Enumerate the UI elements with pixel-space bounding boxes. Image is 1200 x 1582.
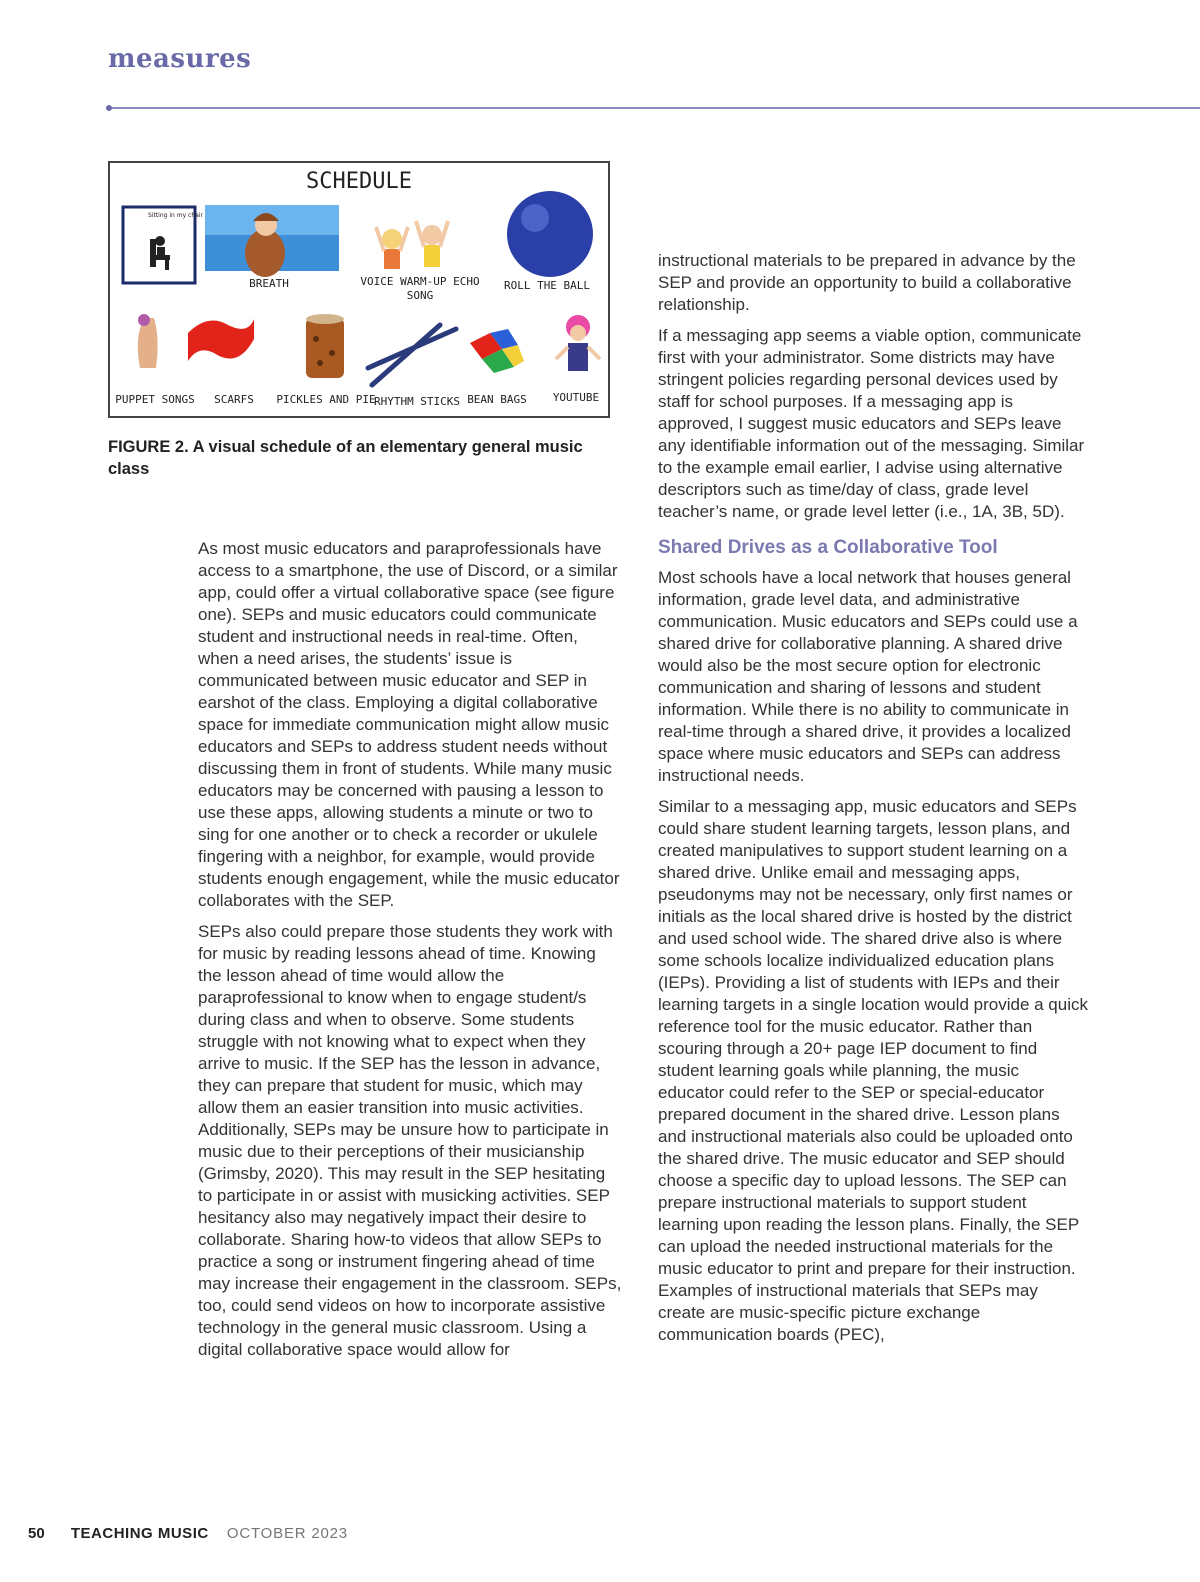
right-paragraph-2: If a messaging app seems a viable option, communicate first with your administrator. Some districts may have stringent policies regarding personal devices used by staff for school purposes. If a messaging app is approved, I suggest music educators and SEPs leave any identifiable information out of the messaging. Similar to the example email earlier, I advise using alternative descriptors such as time/day of class, grade level teacher’s name, or grade level letter (i.e., 1A, 3B, 5D). (658, 326, 1085, 521)
label-voice-warmup: VOICE WARM-UP ECHO SONG (360, 275, 480, 302)
schedule-figure (108, 161, 610, 418)
right-paragraph-4: Similar to a messaging app, music educators and SEPs could share student learning targets, lesson plans, and created manipulatives to support student learning on a shared drive. Unlike email and messaging apps, pseudonyms may not be necessary, only first names or initials as the local shared drive is hosted by the district and used school wide. The shared drive also is where some schools localize individualized education plans (IEPs). Providing a list of students with IEPs and their learning targets in a single location would provide a quick reference tool for the music educator. Rather than scouring through a 20+ page IEP document to find student learning goals while planning, the music educator could refer to the SEP or special-educator prepared document in the shared drive. Lesson plans and instructional materials also could be uploaded onto the shared drive. The music educator and SEP should choose a specific day to upload lessons. The SEP can prepare instructional materials to support student learning upon reading the lesson plans. Finally, the SEP can upload the needed instructional materials for the music educator to print and prepare for their instruction. Examples of instructional materials that SEPs may create are music-specific picture exchange communication boards (PEC), (658, 797, 1088, 1344)
header-rule (108, 107, 1200, 109)
label-youtube: YOUTUBE (552, 391, 600, 404)
figure-title: SCHEDULE (306, 169, 412, 194)
section-subheading: Shared Drives as a Collaborative Tool (658, 537, 998, 558)
figure-caption: FIGURE 2. A visual schedule of an elementary general music class (108, 438, 583, 478)
voice-warmup-kids (376, 221, 448, 269)
label-puppet-songs: PUPPET SONGS (115, 393, 195, 406)
page-footer (28, 1525, 348, 1542)
breath-photo (205, 205, 339, 277)
page-number: 50 (28, 1525, 45, 1542)
right-column (658, 250, 1088, 1355)
label-rhythm-sticks: RHYTHM STICKS (373, 395, 461, 408)
rhythm-sticks (368, 325, 456, 385)
sitting-chair-icon (123, 207, 203, 283)
issue-date: OCTOBER 2023 (226, 1525, 348, 1542)
drum (306, 314, 344, 378)
label-breath: BREATH (249, 277, 289, 290)
right-paragraph-1: instructional materials to be prepared in advance by the SEP and provide an opportunity to build a collaborative relationship. (658, 251, 1076, 314)
label-roll-ball: ROLL THE BALL (503, 279, 591, 292)
header-rule-dot (106, 105, 112, 111)
youtube-person (556, 315, 600, 371)
chair-icon-text: Sitting in my chair (148, 212, 203, 219)
label-bean-bags: BEAN BAGS (467, 393, 527, 406)
label-scarfs: SCARFS (214, 393, 254, 406)
left-paragraph-2: SEPs also could prepare those students they work with for music by reading lessons ahead of time. Knowing the lesson ahead of time would allow the paraprofessional to know when to engage student/s during class and when to observe. Some students struggle with not knowing what to expect when they arrive to music. If the SEP has the lesson in advance, they can prepare that student for music, which may allow them an easier transition into music activities. Additionally, SEPs may be unsure how to participate in music due to their perceptions of their musicianship (Grimsby, 2020). This may result in the SEP hesitating to participate in or assist with musicking activities. SEP hesitancy also may negatively impact their desire to collaborate. Sharing how-to videos that allow SEPs to practice a song or instrument fingering ahead of time may increase their engagement in the classroom. SEPs, too, could send videos on how to incorporate assistive technology in the general music classroom. Using a digital collaborative space would allow for (198, 922, 622, 1359)
right-paragraph-3: Most schools have a local network that houses general information, grade level data, and administrative communication. Music educators and SEPs could use a shared drive for collaborative planning. A shared drive would also be the most secure option for electronic communication and sharing of lessons and student information. While there is no ability to communicate in real-time through a shared drive, it provides a localized space where music educators and SEPs can address instructional needs. (658, 568, 1078, 785)
section-label: measures (108, 44, 252, 74)
magazine-name: TEACHING MUSIC (70, 1525, 209, 1542)
left-paragraph-1: As most music educators and paraprofessionals have access to a smartphone, the use of Discord, or a similar app, could offer a virtual collaborative space (see figure one). SEPs and music educators could communicate student and instructional needs in real-time. Often, when a need arises, the students’ issue is communicated between music educator and SEP in earshot of the class. Employing a digital collaborative space for immediate communication might allow music educators and SEPs to address student needs without discussing them in front of students. While many music educators may be concerned with pausing a lesson to use these apps, allowing students a minute or two to sing for one another or to check a recorder or ukulele fingering with a neighbor, for example, would provide students enough engagement, while the music educator collaborates with the SEP. (198, 539, 620, 910)
left-column (198, 538, 623, 1370)
bean-bags (470, 329, 524, 373)
puppet-hand (138, 314, 158, 368)
blue-ball (507, 191, 593, 277)
label-pickles: PICKLES AND PIE (276, 393, 376, 406)
red-scarf (188, 319, 254, 361)
